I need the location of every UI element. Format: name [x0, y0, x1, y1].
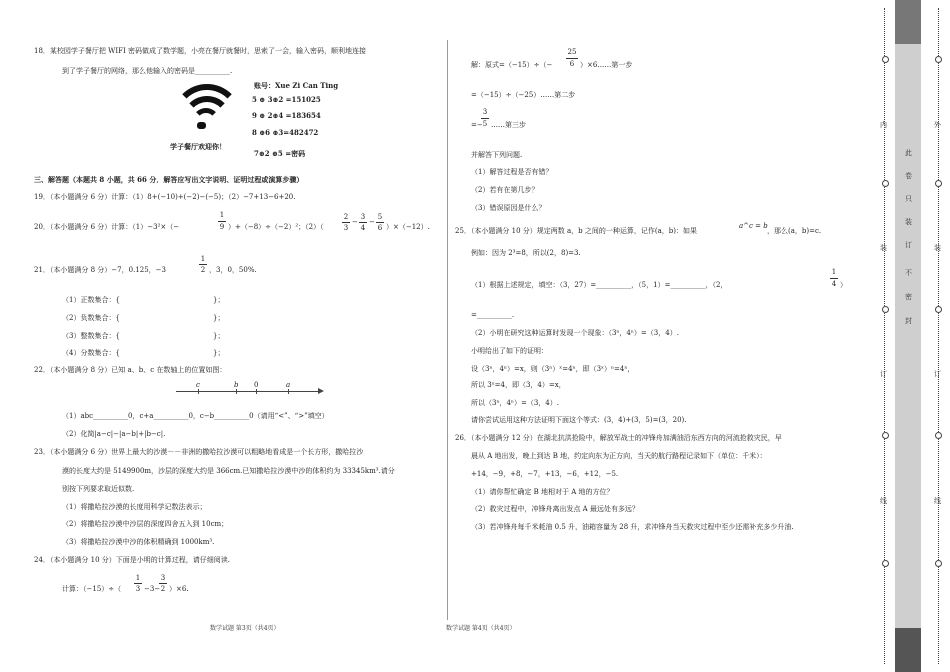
q21-frac-num: 1	[200, 255, 206, 263]
q20-minus2: −	[369, 218, 375, 226]
binding-notice-char: 密	[905, 293, 912, 301]
q24-calc-a: 计算：（−15）÷（	[62, 585, 122, 593]
number-line-arrow-icon	[318, 388, 324, 394]
frac-bar	[376, 222, 384, 223]
q21-text-b: ，3，0，50%.	[209, 266, 257, 274]
q24-frac1-num: 1	[135, 574, 141, 582]
q26-line1: 26．（本小题满分 12 分）在湖北抗洪抢险中，解放军战士的冲锋舟加满油沿东西方向的河流抢救灾民，早	[455, 434, 782, 442]
q25-example: 例如：因为 2³=8，所以(2，8)=3.	[471, 249, 581, 257]
q24-frac1	[134, 574, 142, 582]
q18-welcome: 学子餐厅欢迎你！	[170, 142, 226, 151]
binding-hole-icon	[882, 180, 889, 187]
q25-frac-num: 1	[831, 268, 837, 276]
q20-frac4-den-box	[376, 224, 384, 232]
frac-bar	[566, 58, 578, 59]
q22-line3: （2）化简|a−c|−|a−b|+|b−c|.	[62, 430, 166, 438]
binding-notice-char: 订	[905, 241, 912, 249]
q21-set-positive: （1）正数集合：{	[62, 296, 120, 304]
q18-eq1: 5 ⊕ 3⊕2 =151025	[252, 95, 321, 104]
binding-hole-icon	[882, 560, 889, 567]
q20-frac4	[376, 213, 384, 221]
q26-line2: 晨从 A 地出发，晚上到达 B 地，约定向东为正方向，当天的航行路程记录如下（单位：千米）：	[471, 452, 767, 460]
wifi-arc-3	[192, 108, 220, 136]
q20-frac1-num: 1	[219, 211, 225, 219]
sol-step1-a: 解：原式=（−15）÷（−	[471, 61, 553, 69]
sol-frac-num: 25	[567, 48, 577, 56]
q20-frac1-den-box	[218, 223, 226, 231]
q23-line1: 23．（本小题满分 6 分）世界上最大的沙漠－－非洲的撒哈拉沙漠可以粗略地看成是一个长方形，撒哈拉沙	[34, 448, 364, 456]
q21-text-a: 21．（本小题满分 8 分）−7，0.125，−3	[34, 266, 166, 274]
binding-char: 装	[880, 244, 887, 252]
sol-step2: =（−15）÷（−25）……第二步	[471, 91, 576, 99]
q20-minus1: −	[352, 218, 358, 226]
q21-frac-den: 2	[200, 266, 206, 274]
q20-frac4-num: 5	[377, 213, 383, 221]
sol3-frac-num: 3	[482, 108, 488, 116]
q24-line1: 24．（本小题满分 10 分）下面是小明的计算过程，请仔细阅读.	[34, 556, 230, 564]
q25-frac	[830, 268, 838, 276]
q24-calc-b: −3−	[144, 585, 161, 593]
label-c: c	[196, 381, 200, 389]
q24-calc-c: ）×6.	[169, 585, 189, 593]
q18-line2: 到了学子餐厅的网络，那么他输入的密码是__________.	[62, 67, 233, 75]
section-3-heading: 三、解答题（本题共 8 小题，共 66 分．解答应写出文字说明、证明过程或演算步骤）	[34, 175, 304, 184]
q25-fill-b: ）	[840, 281, 847, 289]
binding-hole-icon	[882, 306, 889, 313]
binding-hole-icon	[882, 56, 889, 63]
q20-frac4-den: 6	[377, 224, 383, 232]
q23-s1: （1）将撒哈拉沙漠的长度用科学记数法表示；	[62, 503, 207, 511]
q20-frac2-den: 3	[343, 224, 349, 232]
q24-frac1-den-box	[134, 585, 142, 593]
q25-power: a^c = b	[739, 222, 768, 230]
binding-notice-char: 此	[905, 149, 912, 157]
q21-set-fraction: （4）分数集合：{	[62, 349, 120, 357]
wifi-image	[168, 78, 358, 164]
binding-hole-icon	[935, 306, 942, 313]
q25-fill-c: =__________.	[471, 311, 515, 319]
label-0: 0	[254, 381, 259, 389]
q21-set-close: }；	[213, 332, 225, 340]
q25-try: 请你尝试运用这种方法证明下面这个等式：(3，4)+(3，5)=(3，20).	[471, 416, 687, 424]
q21-set-close: }；	[213, 314, 225, 322]
binding-notice-char: 装	[905, 218, 912, 226]
q22-line1: 22．（本小题满分 8 分）已知 a、b、c 在数轴上的位置如图：	[34, 366, 227, 374]
frac-bar	[218, 221, 226, 222]
binding-bottom-block	[895, 628, 921, 672]
q20-text-a: 20．（本小题满分 6 分）计算：（1）−3²×（−	[34, 223, 180, 231]
q26-s2: （2）救灾过程中，冲锋舟离出发点 A 最远处有多远？	[471, 505, 639, 513]
q20-frac3	[359, 213, 367, 221]
q24-frac2	[159, 574, 167, 582]
q23-s2: （2）将撒哈拉沙漠中沙层的深度四舍五入到 10cm；	[62, 520, 229, 528]
q20-frac3-num: 3	[360, 213, 366, 221]
binding-char: 线	[880, 497, 887, 505]
label-a: a	[286, 381, 291, 389]
q20-frac1	[218, 211, 226, 219]
sol3-frac-den-box	[481, 120, 489, 128]
q18-eq2: 9 ⊕ 2⊕4 =183654	[252, 111, 321, 120]
label-b: b	[234, 381, 239, 389]
q21-frac	[199, 255, 207, 263]
q26-line3: +14，−9，+8，−7，+13，−6，+12，−5.	[471, 470, 619, 478]
binding-char: 线	[934, 497, 941, 505]
q25-frac-den: 4	[831, 280, 837, 288]
q23-s3: （3）将撒哈拉沙漠中沙的体积精确到 1000km³.	[62, 538, 215, 546]
q21-set-close: }；	[213, 349, 225, 357]
sol-a2: （2）若有在第几步？	[471, 186, 539, 194]
binding-char: 内	[880, 121, 887, 129]
q24-frac1-den: 3	[135, 585, 141, 593]
q23-line2: 漠的长度大约是 5149900m，沙层的深度大约是 366cm.已知撒哈拉沙漠中沙的体积约为 33345km³.请分	[62, 467, 395, 475]
sol-step3-b: ……第三步	[491, 121, 526, 129]
frac-bar	[199, 264, 207, 265]
sol-frac-den-box	[566, 60, 578, 68]
q24-frac2-num: 3	[160, 574, 166, 582]
number-line	[176, 383, 326, 397]
q25-line1-b: ，那么(a，b)=c.	[767, 227, 822, 235]
q25-frac-den-box	[830, 280, 838, 288]
binding-hole-icon	[935, 432, 942, 439]
q18-account: 账号：Xue Zi Can Ting	[254, 81, 339, 90]
q20-text-e: ）×（−12）.	[386, 223, 430, 231]
q18-eq3: 8 ⊕6 ⊕3=482472	[252, 128, 319, 137]
binding-top-block	[895, 0, 921, 44]
sol-step1-b: ）×6……第一步	[580, 61, 633, 69]
q24-frac2-den: 2	[160, 585, 166, 593]
q20-frac3-den-box	[359, 224, 367, 232]
q20-frac2-den-box	[342, 224, 350, 232]
sol3-frac-den: 5	[482, 120, 488, 128]
sol-frac-den: 6	[569, 60, 575, 68]
q21-frac-den-box	[199, 266, 207, 274]
sol-a3: （3）错误原因是什么？	[471, 204, 546, 212]
frac-bar	[830, 278, 838, 279]
q20-frac3-den: 4	[360, 224, 366, 232]
frac-bar	[342, 222, 350, 223]
q24-frac2-den-box	[159, 585, 167, 593]
binding-char: 订	[934, 370, 941, 378]
q19: 19．（本小题满分 6 分）计算：（1）8+(−10)+(−2)−(−5)；（2）−7+13−6+20.	[34, 193, 296, 201]
q26-s3: （3）若冲锋舟每千米耗油 0.5 升，油箱容量为 28 升，求冲锋舟当天救灾过程中至少还需补充多少升油.	[471, 523, 794, 531]
q23-line3: 别按下列要求取近似数.	[62, 485, 135, 493]
page-divider	[447, 40, 448, 620]
binding-char: 装	[934, 244, 941, 252]
sol-a1: （1）解答过程是否有错？	[471, 168, 553, 176]
frac-bar	[159, 583, 167, 584]
binding-hole-icon	[935, 180, 942, 187]
q20-frac2	[342, 213, 350, 221]
frac-bar	[134, 583, 142, 584]
binding-char: 订	[880, 370, 887, 378]
q18-line1: 18．某校园学子餐厅把 WIFI 密码做成了数学题，小亮在餐厅就餐时，思索了一会，输入密码，顺利地连接	[34, 47, 366, 55]
binding-middle-band	[895, 44, 921, 628]
q25-fill-a: （1）根据上述规定，填空：（3，27）=__________，（5，1）=__________，（2，	[471, 281, 728, 289]
q20-frac1-den: 9	[219, 223, 225, 231]
q26-s1: （1）请你帮忙确定 B 地相对于 A 地的方位？	[471, 488, 614, 496]
binding-notice-char: 不	[905, 269, 912, 277]
binding-hole-icon	[882, 432, 889, 439]
sol-frac	[566, 48, 578, 56]
left-footer: 数学试题 第3页（共4页）	[210, 625, 280, 632]
q21-set-close: }；	[213, 296, 225, 304]
q20-frac2-num: 2	[343, 213, 349, 221]
binding-hole-icon	[935, 560, 942, 567]
right-footer: 数学试题 第4页（共4页）	[446, 625, 516, 632]
sol-step3-eq: =−	[471, 121, 483, 129]
q20-text-b: ）+（−8）÷（−2）²；（2）（	[228, 223, 324, 231]
binding-notice-char: 只	[905, 195, 912, 203]
q25-proof1: 设（3ⁿ，4ⁿ）=x，则（3ⁿ）ˣ=4ⁿ，即（3ˣ）ⁿ=4ⁿ，	[471, 365, 635, 373]
frac-bar	[359, 222, 367, 223]
q21-set-integer: （3）整数集合：{	[62, 332, 120, 340]
wifi-dot	[197, 122, 206, 129]
sol-ask: 并解答下列问题.	[471, 151, 523, 159]
q25-line1-a: 25．（本小题满分 10 分）规定两数 a，b 之间的一种运算，记作(a，b)：如果	[455, 227, 697, 235]
frac-bar	[481, 118, 489, 119]
q25-proof3: 所以（3ⁿ，4ⁿ）=（3，4）.	[471, 399, 559, 407]
binding-notice-char: 卷	[905, 172, 912, 180]
binding-hole-icon	[935, 56, 942, 63]
q25-proof2: 所以 3ˣ=4，即（3，4）=x，	[471, 381, 566, 389]
sol3-frac	[481, 108, 489, 116]
q21-set-negative: （2）负数集合：{	[62, 314, 120, 322]
q25-proof-intro: 小明给出了如下的证明：	[471, 347, 548, 355]
q25-p2: （2）小明在研究这种运算时发现一个现象：（3ⁿ，4ⁿ）=（3，4）.	[471, 329, 679, 337]
binding-notice-char: 封	[905, 317, 912, 325]
binding-char: 外	[934, 121, 941, 129]
q22-line2: （1）abc__________0，c+a__________0，c−b__________0（请用“<”、“>”填空）	[62, 412, 329, 420]
q18-eq4: 7⊕2 ⊕5 =密码	[254, 149, 306, 158]
